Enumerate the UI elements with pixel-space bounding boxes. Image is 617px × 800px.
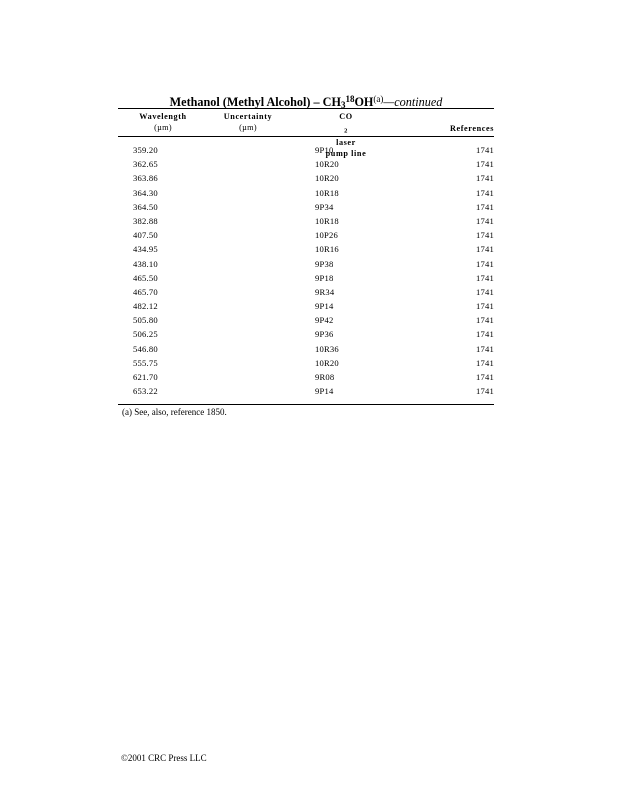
cell-pump-line: 10R18	[315, 215, 339, 226]
cell-wavelength: 362.65	[133, 159, 158, 170]
cell-reference: 1741	[476, 201, 494, 212]
table-row	[0, 313, 617, 327]
cell-wavelength: 653.22	[133, 386, 158, 397]
cell-reference: 1741	[476, 301, 494, 312]
cell-wavelength: 364.30	[133, 187, 158, 198]
header-rule	[118, 136, 494, 137]
cell-reference: 1741	[476, 286, 494, 297]
cell-wavelength: 555.75	[133, 357, 158, 368]
table-title	[118, 91, 494, 113]
copyright: ©2001 CRC Press LLC	[121, 753, 207, 763]
cell-pump-line: 9P42	[315, 315, 334, 326]
cell-reference: 1741	[476, 343, 494, 354]
cell-pump-line: 10R18	[315, 187, 339, 198]
table-row	[0, 143, 617, 157]
cell-reference: 1741	[476, 187, 494, 198]
cell-wavelength: 407.50	[133, 230, 158, 241]
table-row	[0, 384, 617, 398]
pump-header-suffix: laser	[336, 137, 356, 147]
table-row	[0, 242, 617, 256]
cell-wavelength: 465.70	[133, 286, 158, 297]
cell-pump-line: 10R20	[315, 357, 339, 368]
title-continued: —continued	[383, 95, 443, 109]
cell-wavelength: 621.70	[133, 372, 158, 382]
cell-wavelength: 434.95	[133, 244, 158, 255]
uncertainty-header-unit: (µm)	[239, 123, 257, 132]
table-row	[0, 327, 617, 341]
table-footnote: (a) See, also, reference 1850.	[122, 407, 227, 417]
table-row	[0, 257, 617, 271]
title-prefix: Methanol (Methyl Alcohol) – CH	[169, 95, 341, 109]
cell-pump-line: 10P26	[315, 230, 338, 241]
table-row	[0, 299, 617, 313]
cell-wavelength: 505.80	[133, 315, 158, 326]
cell-wavelength: 359.20	[133, 145, 158, 155]
column-header-uncertainty	[212, 111, 284, 133]
table-row	[0, 356, 617, 370]
table-body	[0, 143, 617, 398]
table-row	[0, 157, 617, 171]
uncertainty-header-label: Uncertainty	[223, 112, 273, 121]
cell-reference: 1741	[476, 215, 494, 226]
cell-pump-line: 10R36	[315, 343, 339, 354]
references-header-label: References	[449, 124, 494, 133]
wavelength-header-unit: (µm)	[154, 123, 172, 132]
cell-reference: 1741	[476, 386, 494, 397]
cell-reference: 1741	[476, 230, 494, 241]
cell-pump-line: 9P18	[315, 272, 334, 283]
cell-reference: 1741	[476, 258, 494, 269]
cell-pump-line: 9P14	[315, 386, 334, 397]
cell-wavelength: 465.50	[133, 272, 158, 283]
cell-pump-line: 9R34	[315, 286, 335, 297]
table-row	[0, 370, 617, 384]
title-superscript: 18	[345, 94, 355, 104]
cell-pump-line: 9P34	[315, 201, 334, 212]
cell-wavelength: 482.12	[133, 301, 158, 312]
title-footnote-mark: (a)	[373, 94, 384, 104]
table-row	[0, 342, 617, 356]
cell-wavelength: 546.80	[133, 343, 158, 354]
cell-wavelength: 506.25	[133, 329, 158, 340]
cell-reference: 1741	[476, 173, 494, 184]
table-row	[0, 171, 617, 185]
wavelength-header-label: Wavelength	[139, 112, 187, 121]
cell-reference: 1741	[476, 329, 494, 340]
pump-header-line2: pump line	[325, 148, 367, 158]
table-row	[0, 214, 617, 228]
cell-wavelength: 363.86	[133, 173, 158, 184]
title-subscript: 3	[340, 100, 346, 110]
cell-wavelength: 382.88	[133, 215, 158, 226]
cell-reference: 1741	[476, 357, 494, 368]
cell-wavelength: 364.50	[133, 201, 158, 212]
table-bottom-rule	[118, 404, 494, 405]
column-header-wavelength	[128, 111, 198, 133]
pump-header-subscript: 2	[344, 127, 348, 135]
pump-header-prefix: CO	[339, 112, 353, 121]
cell-reference: 1741	[476, 272, 494, 283]
cell-pump-line: 9P38	[315, 258, 334, 269]
column-header-references	[420, 123, 494, 134]
table-row	[0, 200, 617, 214]
cell-reference: 1741	[476, 145, 494, 155]
table-top-rule	[118, 108, 494, 109]
cell-pump-line: 10R20	[315, 159, 339, 170]
table-row	[0, 271, 617, 285]
cell-pump-line: 9R08	[315, 372, 335, 382]
title-suffix: OH	[354, 95, 374, 109]
cell-reference: 1741	[476, 372, 494, 382]
cell-pump-line: 10R16	[315, 244, 339, 255]
table-row	[0, 186, 617, 200]
cell-wavelength: 438.10	[133, 258, 158, 269]
cell-reference: 1741	[476, 244, 494, 255]
cell-reference: 1741	[476, 159, 494, 170]
cell-pump-line: 9P14	[315, 301, 334, 312]
cell-pump-line: 10R20	[315, 173, 339, 184]
table-row	[0, 285, 617, 299]
table-row	[0, 228, 617, 242]
cell-pump-line: 9P10	[315, 145, 334, 155]
cell-reference: 1741	[476, 315, 494, 326]
cell-pump-line: 9P36	[315, 329, 334, 340]
